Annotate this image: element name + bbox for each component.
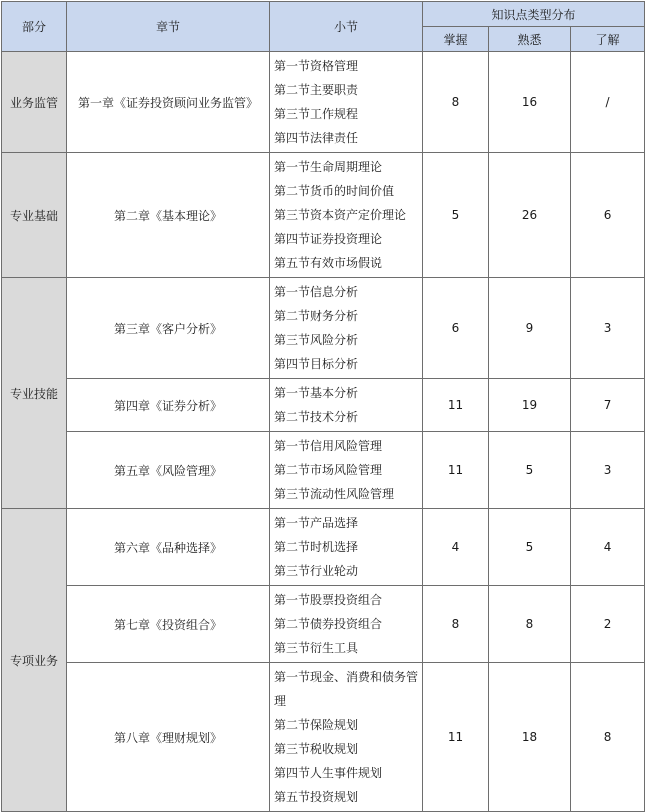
section-list: [270, 278, 423, 379]
header-familiar: 熟悉: [489, 27, 571, 52]
master-count: 8: [423, 52, 489, 153]
header-distribution: 知识点类型分布: [423, 2, 645, 27]
section-list: [270, 379, 423, 432]
section-item: 第二节技术分析: [274, 410, 359, 424]
section-list: [270, 586, 423, 663]
chapter-title: 第一章《证券投资顾问业务监管》: [67, 52, 270, 153]
familiar-count: 16: [489, 52, 571, 153]
header-understand: 了解: [571, 27, 645, 52]
section-item: 第三节行业轮动: [274, 564, 359, 578]
master-count: 8: [423, 586, 489, 663]
section-item: 第二节货币的时间价值: [274, 184, 395, 198]
section-list: [270, 52, 423, 153]
understand-count: 4: [571, 509, 645, 586]
chapter-title: 第八章《理财规划》: [67, 663, 270, 812]
table-row: [2, 278, 645, 379]
table-row: [2, 432, 645, 509]
section-item: 第一节现金、消费和债务管理: [274, 670, 419, 708]
chapter-title: 第三章《客户分析》: [67, 278, 270, 379]
section-list: [270, 432, 423, 509]
table-row: [2, 153, 645, 278]
master-count: 11: [423, 663, 489, 812]
understand-count: 2: [571, 586, 645, 663]
section-list: [270, 509, 423, 586]
chapter-title: 第五章《风险管理》: [67, 432, 270, 509]
chapter-title: 第二章《基本理论》: [67, 153, 270, 278]
master-count: 4: [423, 509, 489, 586]
table-row: [2, 509, 645, 586]
section-item: 第一节生命周期理论: [274, 160, 383, 174]
familiar-count: 18: [489, 663, 571, 812]
section-item: 第二节时机选择: [274, 540, 359, 554]
part-cell: 专项业务: [2, 509, 67, 812]
master-count: 11: [423, 432, 489, 509]
section-item: 第三节流动性风险管理: [274, 487, 395, 501]
section-item: 第一节产品选择: [274, 516, 359, 530]
section-item: 第二节保险规划: [274, 718, 359, 732]
understand-count: 8: [571, 663, 645, 812]
familiar-count: 26: [489, 153, 571, 278]
master-count: 5: [423, 153, 489, 278]
section-list: [270, 153, 423, 278]
familiar-count: 19: [489, 379, 571, 432]
part-cell: 专业基础: [2, 153, 67, 278]
section-item: 第四节人生事件规划: [274, 766, 383, 780]
section-item: 第五节有效市场假说: [274, 256, 383, 270]
familiar-count: 9: [489, 278, 571, 379]
section-item: 第二节债券投资组合: [274, 617, 383, 631]
section-item: 第一节信用风险管理: [274, 439, 383, 453]
section-item: 第五节投资规划: [274, 790, 359, 804]
section-item: 第二节市场风险管理: [274, 463, 383, 477]
section-item: 第二节主要职责: [274, 83, 359, 97]
part-cell: 专业技能: [2, 278, 67, 509]
section-item: 第一节信息分析: [274, 285, 359, 299]
section-item: 第一节资格管理: [274, 59, 359, 73]
header-master: 掌握: [423, 27, 489, 52]
section-item: 第四节目标分析: [274, 357, 359, 371]
table-row: [2, 379, 645, 432]
table-row: [2, 663, 645, 812]
chapter-title: 第四章《证券分析》: [67, 379, 270, 432]
knowledge-distribution-table: [1, 1, 645, 812]
table-row: [2, 586, 645, 663]
section-item: 第一节股票投资组合: [274, 593, 383, 607]
master-count: 11: [423, 379, 489, 432]
master-count: 6: [423, 278, 489, 379]
section-item: 第一节基本分析: [274, 386, 359, 400]
section-item: 第三节工作规程: [274, 107, 359, 121]
understand-count: 7: [571, 379, 645, 432]
chapter-title: 第六章《品种选择》: [67, 509, 270, 586]
section-item: 第三节税收规划: [274, 742, 359, 756]
section-list: [270, 663, 423, 812]
chapter-title: 第七章《投资组合》: [67, 586, 270, 663]
familiar-count: 5: [489, 509, 571, 586]
section-item: 第二节财务分析: [274, 309, 359, 323]
header-row: [2, 2, 645, 27]
header-section: 小节: [270, 2, 423, 52]
part-cell: 业务监管: [2, 52, 67, 153]
understand-count: 3: [571, 278, 645, 379]
header-part: 部分: [2, 2, 67, 52]
table-row: [2, 52, 645, 153]
understand-count: 6: [571, 153, 645, 278]
section-item: 第三节资本资产定价理论: [274, 208, 407, 222]
section-item: 第三节衍生工具: [274, 641, 359, 655]
familiar-count: 8: [489, 586, 571, 663]
header-chapter: 章节: [67, 2, 270, 52]
section-item: 第四节证券投资理论: [274, 232, 383, 246]
section-item: 第四节法律责任: [274, 131, 359, 145]
understand-count: 3: [571, 432, 645, 509]
understand-count: /: [571, 52, 645, 153]
section-item: 第三节风险分析: [274, 333, 359, 347]
familiar-count: 5: [489, 432, 571, 509]
